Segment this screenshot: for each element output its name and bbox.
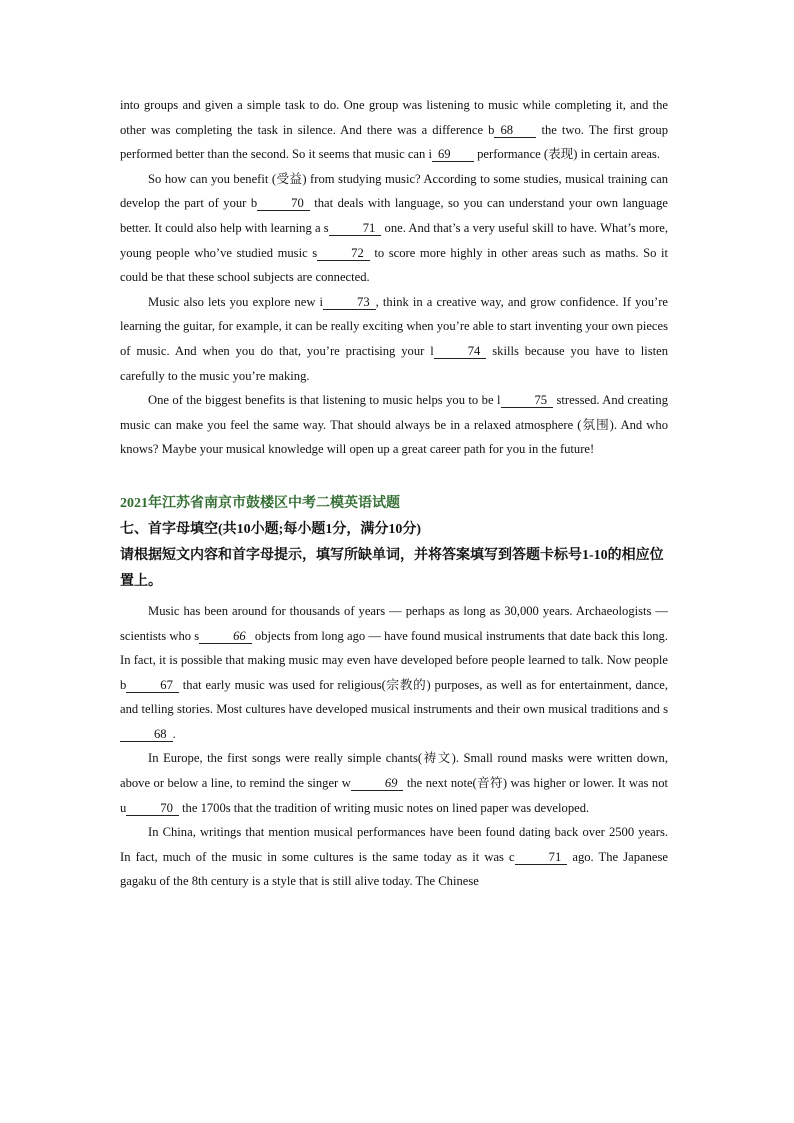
text-run: the next note(音符) was higher or lower. It was not u [120, 776, 668, 815]
text-run: So how can you benefit (受益) from studying music? According to some studies, musical training can develop the part of your b [120, 171, 668, 211]
text-run: skills because you have to listen carefully to the music you’re making. [120, 343, 669, 383]
answer-blank-68: 68 [494, 123, 536, 138]
text-run: into groups and given a simple task to do. One group was listening to music while completing it, and the other was completing the task in silence. And there was a difference b [120, 98, 668, 137]
paragraph-upper-4 [120, 388, 668, 462]
text-run: Music also lets you explore new i [148, 294, 324, 309]
text-run: Music has been around for thousands of years — perhaps as long as 30,000 years. Archaeologists — scientists who s [120, 603, 668, 643]
page-content [120, 93, 668, 894]
text-run: One of the biggest benefits is that listening to music helps you to be l [148, 393, 501, 408]
answer-blank-71: 71 [515, 850, 568, 865]
text-run: In China, writings that mention musical performances have been found dating back over 2500 years. In fact, much of the music in some cultures is the same today as it was c [120, 825, 668, 864]
text-run: to score more highly in other areas such as maths. So it could be that these school subjects are connected. [120, 245, 668, 285]
text-run: . [172, 726, 176, 741]
text-run: ago. The Japanese gagaku of the 8th century is a style that is still alive today. The Chinese [120, 849, 668, 889]
paragraph-lower-2 [120, 746, 668, 820]
answer-blank-71: 71 [329, 221, 382, 236]
answer-blank-75: 75 [501, 393, 554, 408]
paragraph-upper-3 [120, 290, 668, 388]
answer-blank-68: 68 [120, 727, 173, 742]
text-run: the two. The first group performed better than the second. So it seems that music can i [120, 122, 668, 162]
paragraph-lower-1 [120, 599, 668, 747]
answer-blank-67: 67 [126, 678, 179, 693]
text-run: In Europe, the first songs were really simple chants(祷文). Small round masks were written down, above or below a line, to remind the singer w [120, 751, 668, 791]
answer-blank-72: 72 [317, 246, 370, 261]
text-run: performance (表现) in certain areas. [473, 147, 660, 162]
text-run: one. And that’s a very useful skill to have. What’s more, young people who’ve studied music s [120, 220, 668, 260]
text-run: the 1700s that the tradition of writing music notes on lined paper was developed. [178, 800, 590, 815]
answer-blank-69: 69 [351, 776, 404, 791]
answer-blank-73: 73 [323, 295, 376, 310]
section-instruction: 请根据短文内容和首字母提示，填写所缺单词，并将答案填写到答题卡标号1-10的相应位置上。 [120, 547, 664, 589]
paragraph-lower-3 [120, 820, 668, 894]
answer-blank-69: 69 [432, 147, 474, 162]
section-heading: 七、首字母填空(共10小题;每小题1分，满分10分) [120, 521, 421, 537]
text-run: that early music was used for religious(宗教的) purposes, as well as for entertainment, dance, and telling stories. Most cultures have developed musical instruments and their own musical traditions and s [120, 677, 668, 717]
exam-title: 2021年江苏省南京市鼓楼区中考二模英语试题 [120, 495, 400, 511]
answer-blank-74: 74 [434, 344, 487, 359]
text-run: objects from long ago — have found musical instruments that date back this long. In fact, it is possible that making music may even have developed before people learned to talk. Now people b [120, 628, 669, 692]
text-run: , think in a creative way, and grow confidence. If you’re learning the guitar, for example, it can be really exciting when you’re able to start inventing your own pieces of music. And when you do that, you’re practising your l [120, 294, 668, 358]
text-run: that deals with language, so you can understand your own language better. It could also help with learning a s [120, 196, 668, 235]
paragraph-upper-2 [120, 167, 668, 290]
answer-blank-66: 66 [199, 629, 252, 644]
answer-blank-70: 70 [126, 801, 179, 816]
paragraph-upper-1 [120, 93, 668, 167]
answer-blank-70: 70 [257, 196, 310, 211]
text-run: stressed. And creating music can make you feel the same way. That should always be in a relaxed atmosphere (氛围). And who knows? Maybe your musical knowledge will open up a great career path for you in the future! [120, 393, 668, 457]
